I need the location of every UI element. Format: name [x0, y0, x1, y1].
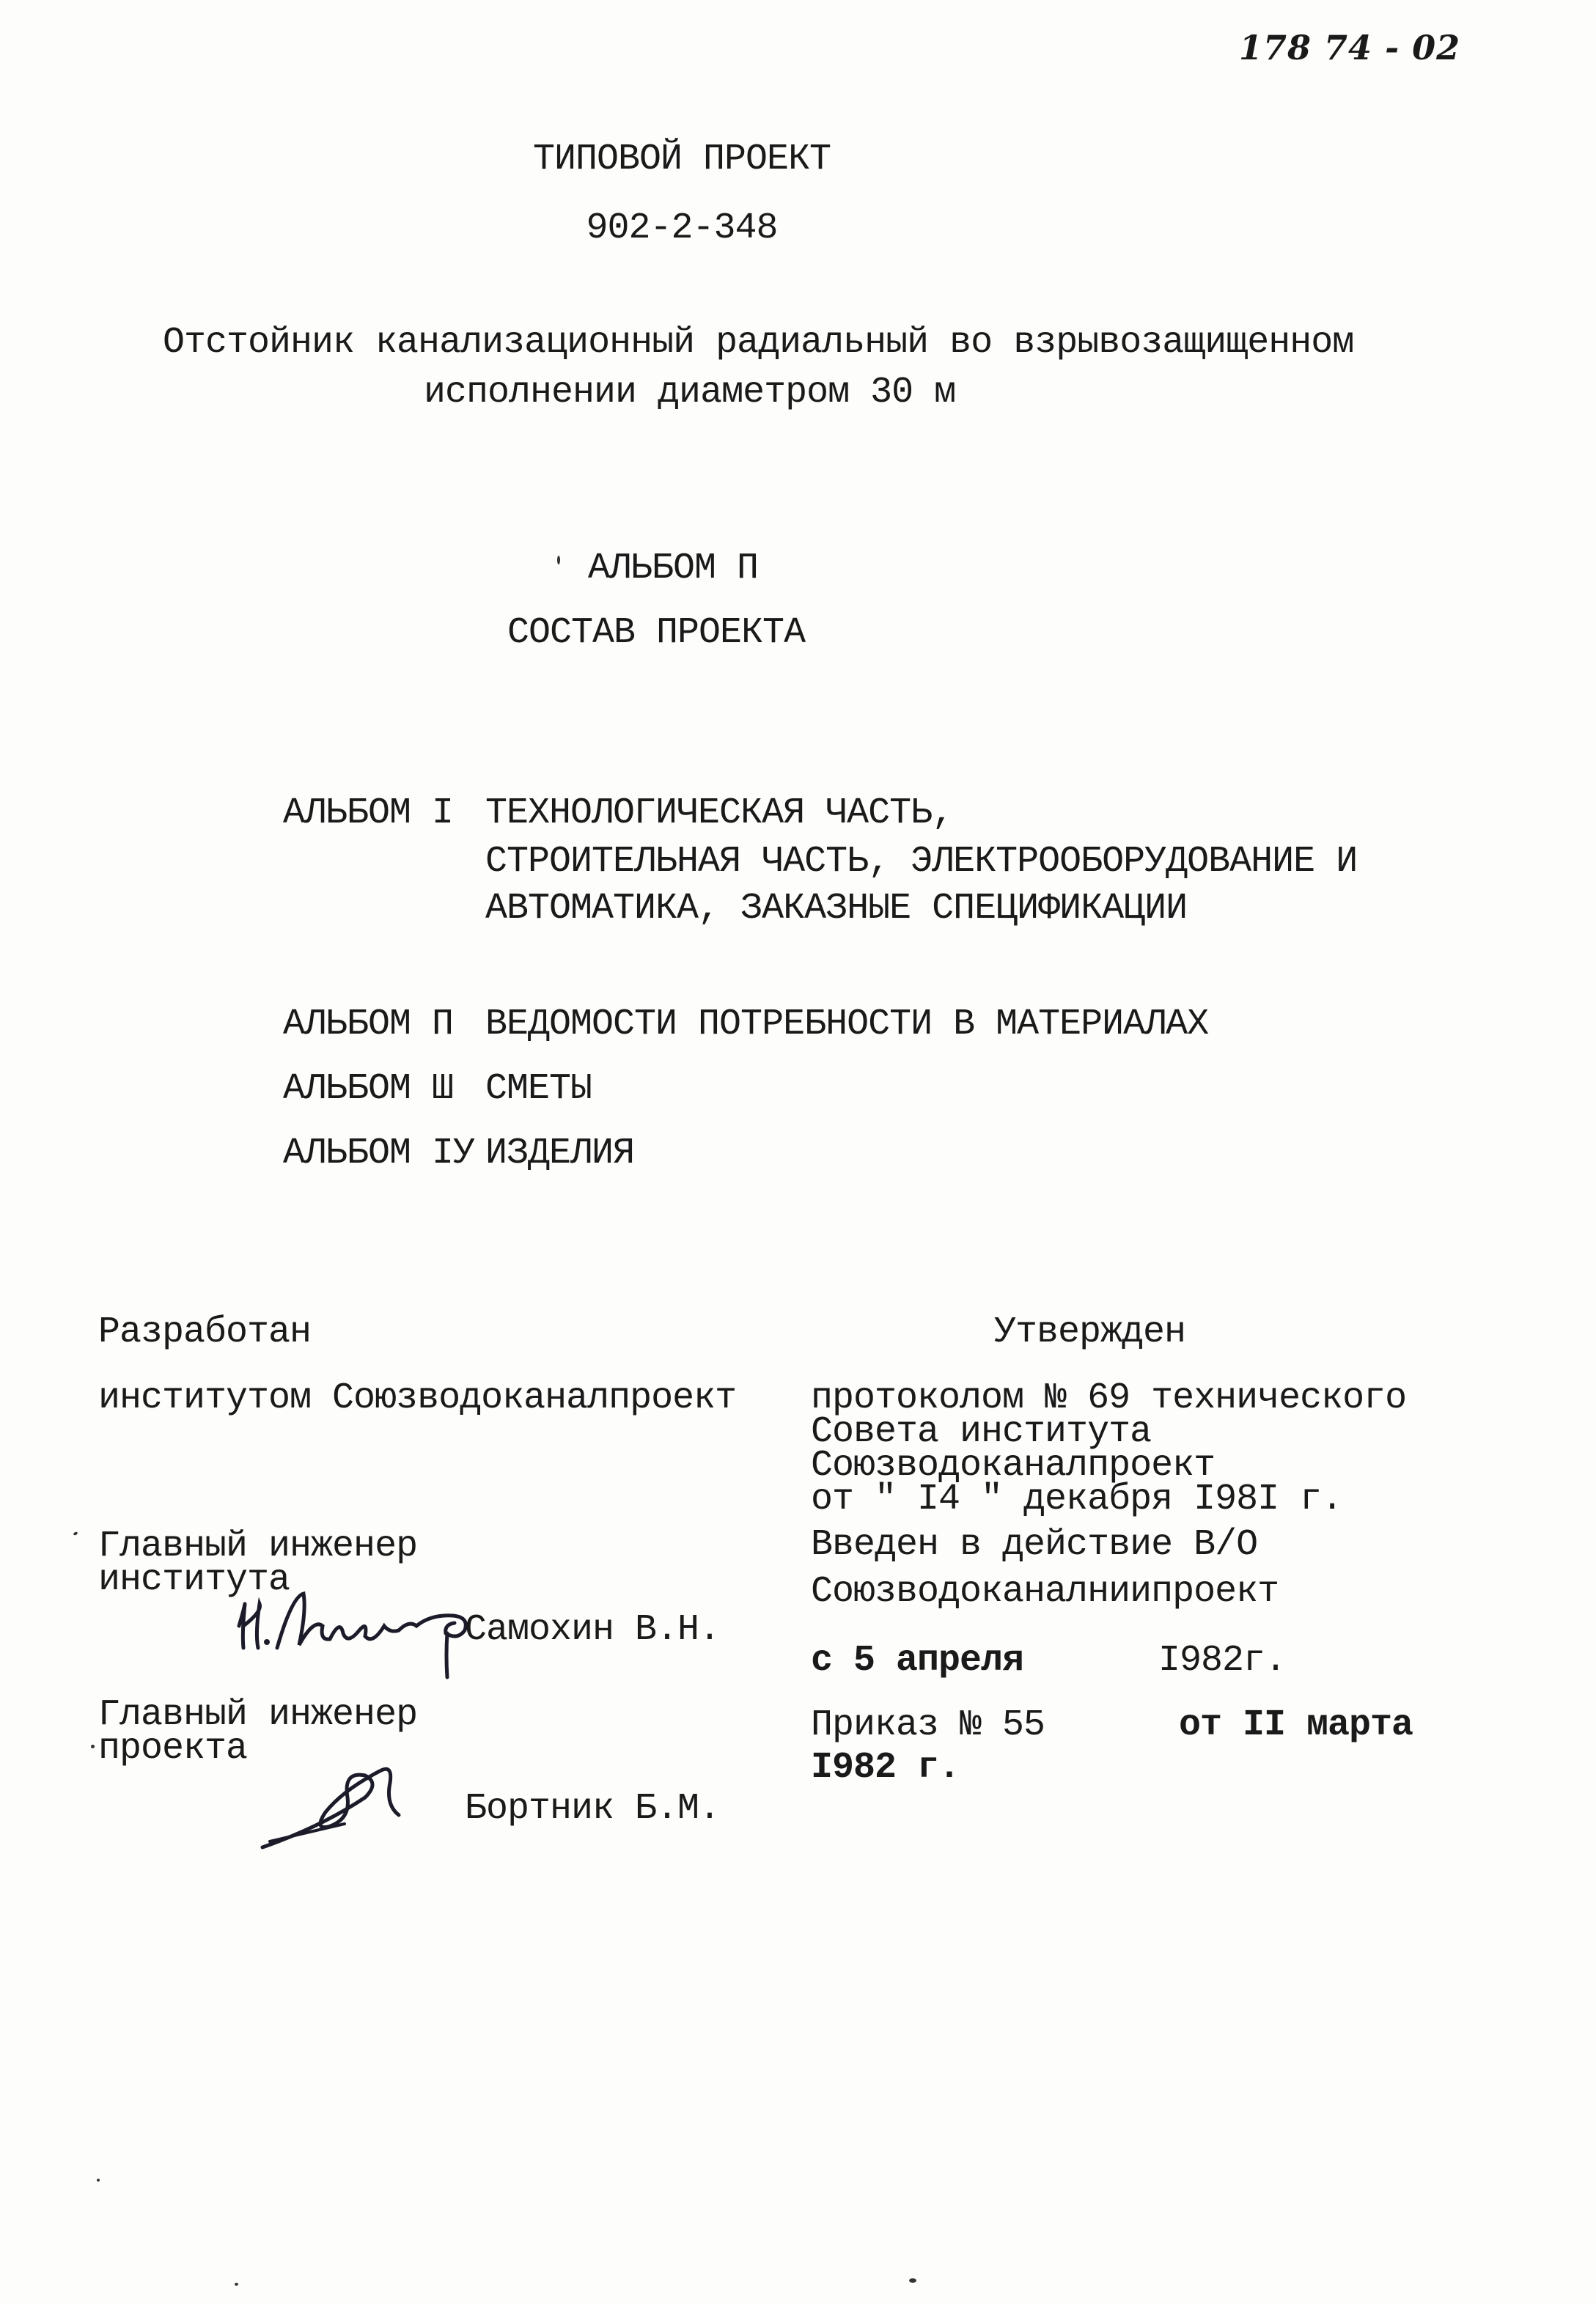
scan-speck: [91, 1745, 95, 1748]
approved-line-2: Совета института: [811, 1411, 1152, 1453]
project-type: ТИПОВОЙ ПРОЕКТ: [532, 139, 831, 180]
order-year: I982 г.: [811, 1747, 960, 1789]
signature-samokhin: [233, 1582, 482, 1685]
introduced-line-1: Введен в действие В/О: [811, 1524, 1258, 1566]
chief-engineer-institute-name: Самохин В.Н.: [465, 1609, 721, 1651]
introduced-date: с 5 апреля: [811, 1640, 1024, 1682]
contents-line: ТЕХНОЛОГИЧЕСКАЯ ЧАСТЬ,: [485, 792, 954, 834]
chief-engineer-institute-role: Главный инженер: [98, 1525, 418, 1567]
contents-label: АЛЬБОМ IУ: [283, 1133, 475, 1174]
approved-heading: Утвержден: [994, 1311, 1186, 1353]
chief-engineer-institute-role-2: института: [98, 1559, 290, 1601]
title-line-2: исполнении диаметром 30 м: [424, 372, 956, 413]
album-name: АЛЬБОМ П: [588, 548, 759, 589]
introduced-line-2: Союзводоканалниипроект: [811, 1571, 1279, 1613]
signature-bortnik: [255, 1753, 416, 1861]
scan-speck: [235, 2283, 238, 2286]
contents-line: СМЕТЫ: [485, 1068, 592, 1110]
scan-speck: [557, 556, 560, 564]
title-line-1: Отстойник канализационный радиальный во взрывозащищенном: [163, 322, 1354, 364]
scan-speck: [73, 1531, 78, 1536]
developed-by: институтом Союзводоканалпроект: [98, 1377, 737, 1419]
approved-line-1: протоколом № 69 технического: [811, 1377, 1407, 1419]
approved-line-3: Союзводоканалпроект: [811, 1445, 1216, 1487]
chief-engineer-project-role-2: проекта: [98, 1728, 248, 1770]
archive-number: 178 74 - 02: [1239, 28, 1461, 67]
order-number: Приказ № 55: [811, 1704, 1045, 1746]
order-date: от II марта: [1179, 1704, 1413, 1746]
contents-label: АЛЬБОМ Ш: [283, 1068, 454, 1110]
scan-speck: [97, 2179, 100, 2182]
chief-engineer-project-name: Бортник Б.М.: [465, 1788, 721, 1830]
chief-engineer-project-role: Главный инженер: [98, 1694, 418, 1736]
scan-speck: [909, 2278, 916, 2283]
contents-line: ВЕДОМОСТИ ПОТРЕБНОСТИ В МАТЕРИАЛАХ: [485, 1004, 1209, 1045]
introduced-year: I982г.: [1158, 1640, 1287, 1682]
contents-line: АВТОМАТИКА, ЗАКАЗНЫЕ СПЕЦИФИКАЦИИ: [485, 888, 1188, 930]
contents-line: ИЗДЕЛИЯ: [485, 1133, 635, 1174]
contents-line: СТРОИТЕЛЬНАЯ ЧАСТЬ, ЭЛЕКТРООБОРУДОВАНИЕ И: [485, 841, 1358, 883]
approved-line-4: от " I4 " декабря I98I г.: [811, 1479, 1343, 1520]
developed-heading: Разработан: [98, 1311, 312, 1353]
album-subtitle: СОСТАВ ПРОЕКТА: [507, 612, 806, 654]
contents-label: АЛЬБОМ П: [283, 1004, 454, 1045]
contents-label: АЛЬБОМ I: [283, 792, 454, 834]
project-code: 902-2-348: [586, 207, 778, 249]
